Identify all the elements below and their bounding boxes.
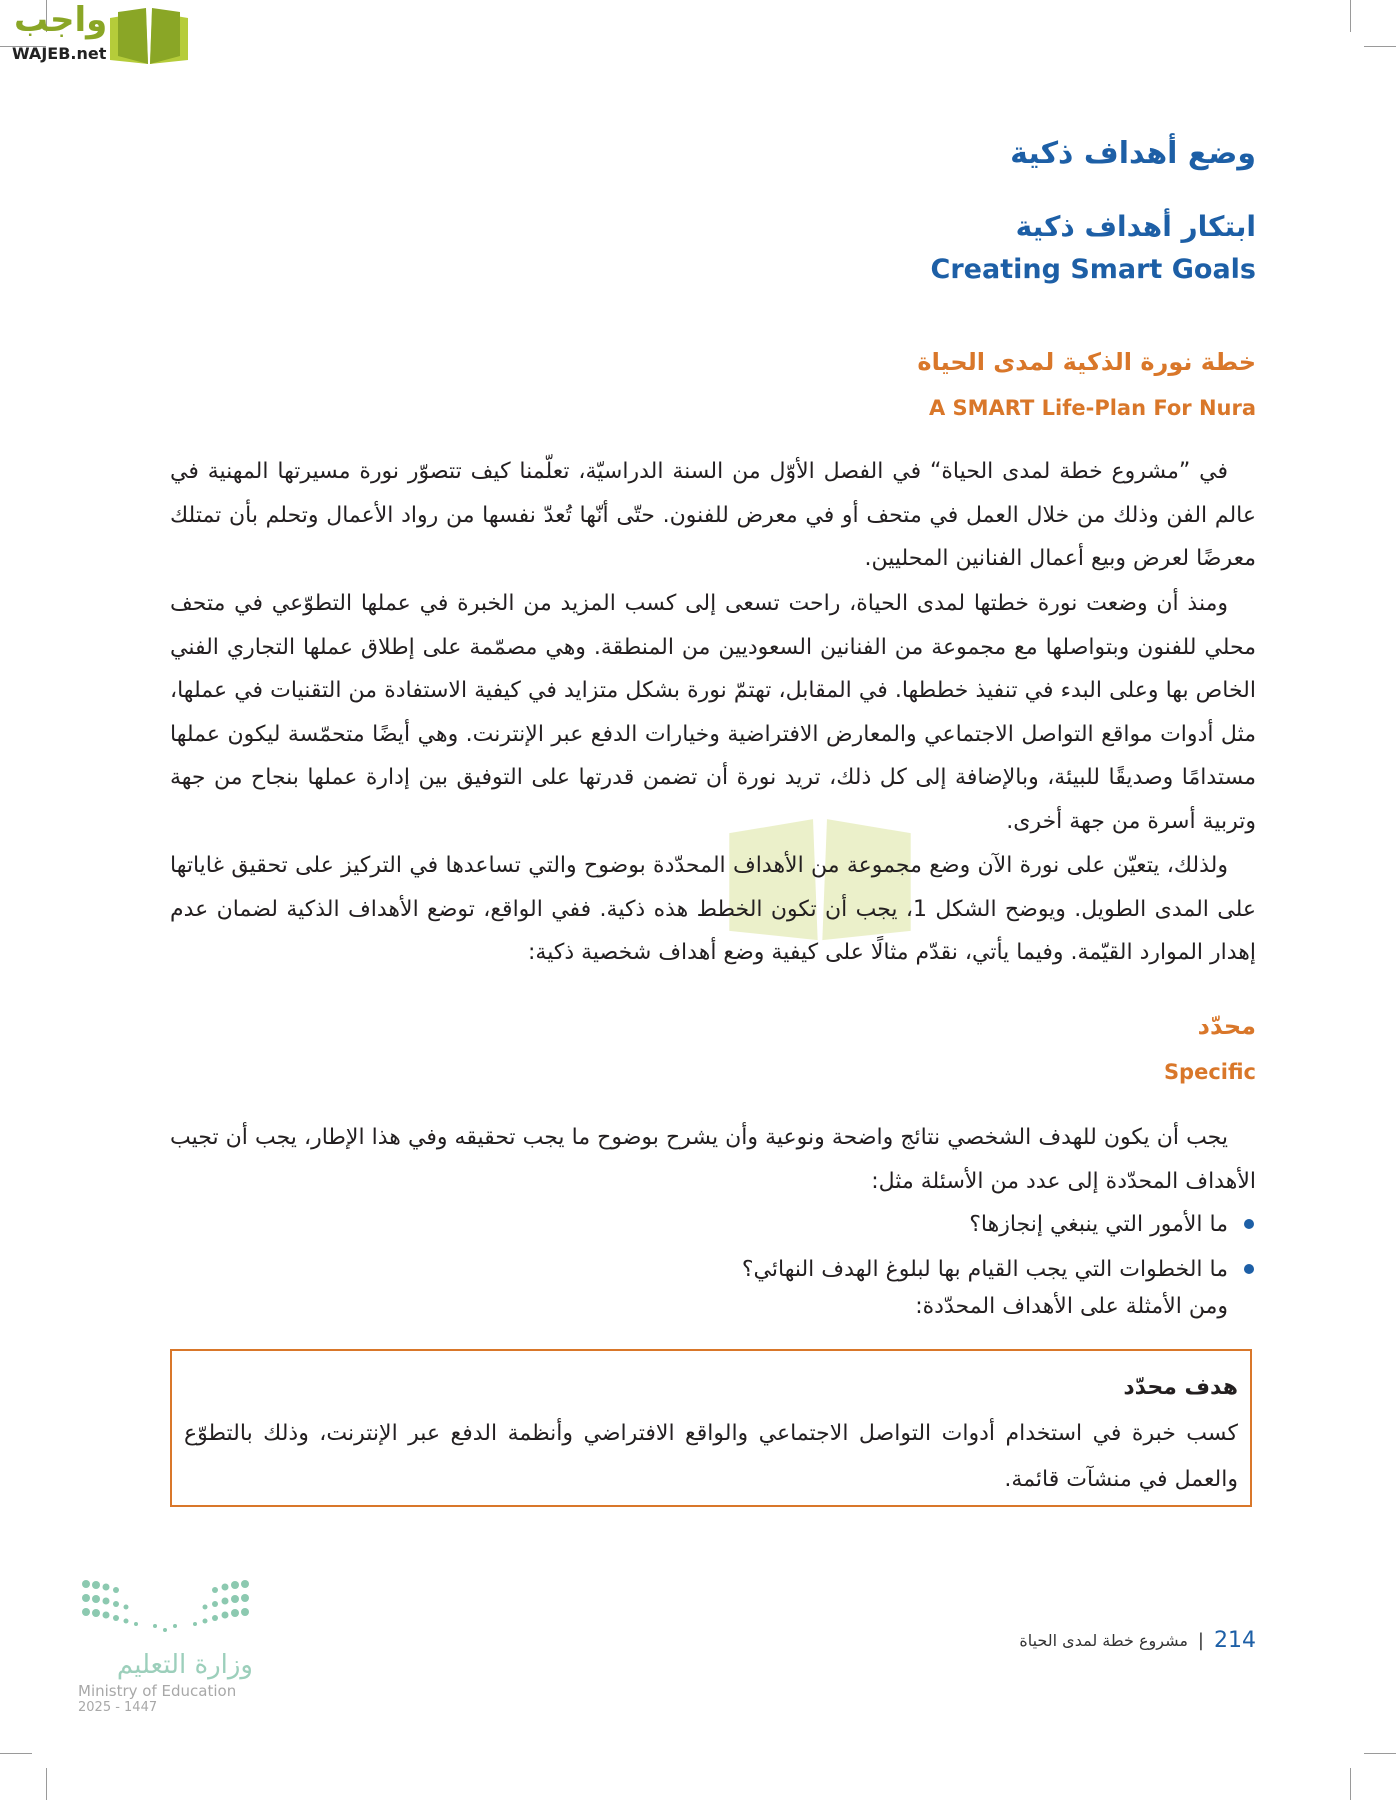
intro-paragraph-1 <box>170 450 1256 581</box>
crop-mark <box>1364 46 1396 47</box>
question-list <box>170 1202 1256 1292</box>
examples-label: ومن الأمثلة على الأهداف المحدّدة: <box>915 1294 1228 1319</box>
crop-mark <box>1364 1753 1396 1754</box>
intro-paragraph-2 <box>170 582 1256 844</box>
crop-mark <box>0 1753 32 1754</box>
paragraph-text: في ”مشروع خطة لمدى الحياة“ في الفصل الأوّل من السنة الدراسيّة، تعلّمنا كيف تتصوّر نورة مسيرتها المهنية في عالم الفن وذلك من خلال العمل في متحف أو في معرض للفنون. حتّى أنّها تُعدّ نفسها من رواد الأعمال وتحلم بأن تمتلك معرضًا لعرض وبيع أعمال الفنانين المحليين. <box>170 459 1256 572</box>
list-item: ما الأمور التي ينبغي إنجازها؟ <box>170 1202 1256 1247</box>
example-box-text: كسب خبرة في استخدام أدوات التواصل الاجتماعي والواقع الافتراضي وأنظمة الدفع عبر الإنترنت، وذلك بالتطوّع والعمل في منشآت قائمة. <box>184 1421 1238 1492</box>
crop-mark <box>1350 1768 1351 1800</box>
example-box-title: هدف محدّد <box>1123 1375 1238 1400</box>
paragraph-text: ولذلك، يتعيّن على نورة الآن وضع مجموعة من الأهداف المحدّدة بوضوح والتي تساعدها في التركيز على تحقيق غاياتها على المدى الطويل. ويوضح الشكل 1، يجب أن تكون الخطط هذه ذكية. ففي الواقع، توضع الأهداف الذكية لضمان عدم إهدار الموارد القيّمة. وفيما يأتي، نقدّم مثالًا على كيفية وضع أهداف شخصية ذكية: <box>170 853 1257 966</box>
crop-mark <box>46 1768 47 1800</box>
section-title: وضع أهداف ذكية <box>1010 136 1256 171</box>
page-footer <box>1019 1628 1256 1653</box>
paragraph-text: ومنذ أن وضعت نورة خطتها لمدى الحياة، راحت تسعى إلى كسب المزيد من الخبرة في عملها التطوّعي في متحف محلي للفنون وبتواصلها مع مجموعة من الفنانين السعوديين من المنطقة. وهي مصمّمة على إطلاق عملها التجاري الفني الخاص بها وعلى البدء في تنفيذ خططها. في المقابل، تهتمّ نورة بشكل متزايد في كيفية الاستفادة من التقنيات في عملها، مثل أدوات مواقع التواصل الاجتماعي والمعارض الافتراضية وخيارات الدفع عبر الإنترنت. وهي أيضًا متحمّسة ليكون عملها مستدامًا وصديقًا للبيئة، وبالإضافة إلى كل ذلك، تريد نورة أن تضمن قدرتها على التوفيق بين إدارة عملها بنجاح من جهة وتربية أسرة من جهة أخرى. <box>170 591 1256 834</box>
logo-arabic-text: واجب <box>14 0 108 40</box>
specific-intro <box>170 1116 1256 1204</box>
plan-heading-arabic: خطة نورة الذكية لمدى الحياة <box>917 348 1256 376</box>
page-number: 214 <box>1214 1628 1256 1653</box>
intro-paragraph-3 <box>170 844 1256 975</box>
ministry-english: Ministry of Education <box>78 1682 237 1700</box>
example-box <box>170 1349 1252 1507</box>
ministry-logo <box>78 1578 253 1728</box>
footer-separator: | <box>1197 1630 1204 1651</box>
ministry-year: 2025 - 1447 <box>78 1700 158 1715</box>
subsection-title-arabic: ابتكار أهداف ذكية <box>1015 210 1256 243</box>
ministry-dots-icon <box>78 1578 253 1638</box>
ministry-arabic: وزارة التعليم <box>116 1650 253 1680</box>
paragraph-text: يجب أن يكون للهدف الشخصي نتائج واضحة ونوعية وأن يشرح بوضوح ما يجب تحقيقه وفي هذا الإطار، يجب أن تجيب الأهداف المحدّدة إلى عدد من الأسئلة مثل: <box>170 1125 1256 1194</box>
plan-heading-english: A SMART Life-Plan For Nura <box>928 396 1256 420</box>
specific-heading-arabic: محدّد <box>1197 1012 1256 1040</box>
wajeb-logo[interactable] <box>8 0 190 66</box>
specific-heading-english: Specific <box>1163 1060 1256 1084</box>
book-icon <box>106 6 192 66</box>
crop-mark <box>1350 0 1351 32</box>
unit-title: مشروع خطة لمدى الحياة <box>1019 1631 1188 1650</box>
list-item: ما الخطوات التي يجب القيام بها لبلوغ الهدف النهائي؟ <box>170 1247 1256 1292</box>
logo-latin-text: WAJEB.net <box>12 44 107 63</box>
subsection-title-english: Creating Smart Goals <box>930 254 1256 285</box>
